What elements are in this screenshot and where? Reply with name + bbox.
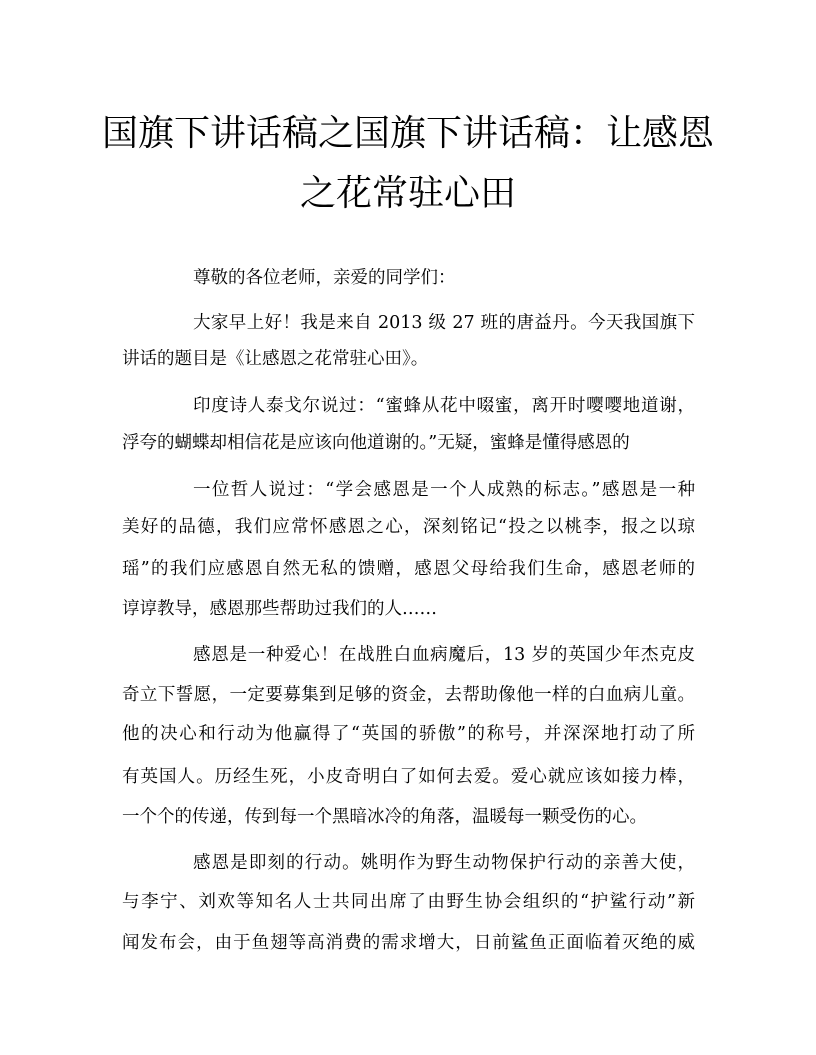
paragraph-line: 讲话的题目是《让感恩之花常驻心田》。 bbox=[122, 349, 429, 369]
paragraph-line: 大家早上好！我是来自 2013 级 27 班的唐益丹。今天我国旗下 bbox=[193, 313, 695, 333]
paragraph-line: 瑶”的我们应感恩自然无私的馈赠，感恩父母给我们生命，感恩老师的 bbox=[122, 559, 695, 579]
paragraph-line: 奇立下誓愿，一定要募集到足够的资金，去帮助像他一样的白血病儿童。 bbox=[122, 685, 695, 705]
document-title-line-1: 国旗下讲话稿之国旗下讲话稿：让感恩 bbox=[101, 113, 714, 154]
paragraph-line: 闻发布会，由于鱼翅等高消费的需求增大，日前鲨鱼正面临着灭绝的威 bbox=[122, 933, 695, 953]
paragraph-line: 与李宁、刘欢等知名人士共同出席了由野生协会组织的“护鲨行动”新 bbox=[122, 892, 695, 912]
paragraph-line: 谆谆教导，感恩那些帮助过我们的人…… bbox=[122, 599, 437, 619]
paragraph-line: 他的决心和行动为他赢得了“英国的骄傲”的称号，并深深地打动了所 bbox=[122, 724, 695, 744]
salutation-line: 尊敬的各位老师，亲爱的同学们： bbox=[193, 268, 456, 288]
document-title-line-2: 之花常驻心田 bbox=[299, 173, 516, 214]
paragraph-line: 浮夸的蝴蝶却相信花是应该向他道谢的。”无疑，蜜蜂是懂得感恩的 bbox=[122, 433, 630, 453]
paragraph-line: 一个个的传递，传到每一个黑暗冰冷的角落，温暖每一颗受伤的心。 bbox=[122, 807, 647, 827]
paragraph-line: 印度诗人泰戈尔说过：“蜜蜂从花中啜蜜，离开时嘤嘤地道谢， bbox=[193, 396, 695, 416]
paragraph-line: 美好的品德，我们应常怀感恩之心，深刻铭记“投之以桃李，报之以琼 bbox=[122, 517, 695, 537]
paragraph-line: 一位哲人说过：“学会感恩是一个人成熟的标志。”感恩是一种 bbox=[193, 480, 695, 500]
paragraph-line: 感恩是一种爱心！在战胜白血病魔后，13 岁的英国少年杰克皮 bbox=[193, 645, 695, 665]
paragraph-line: 有英国人。历经生死，小皮奇明白了如何去爱。爱心就应该如接力棒， bbox=[122, 767, 695, 787]
paragraph-line: 感恩是即刻的行动。姚明作为野生动物保护行动的亲善大使， bbox=[193, 853, 695, 873]
